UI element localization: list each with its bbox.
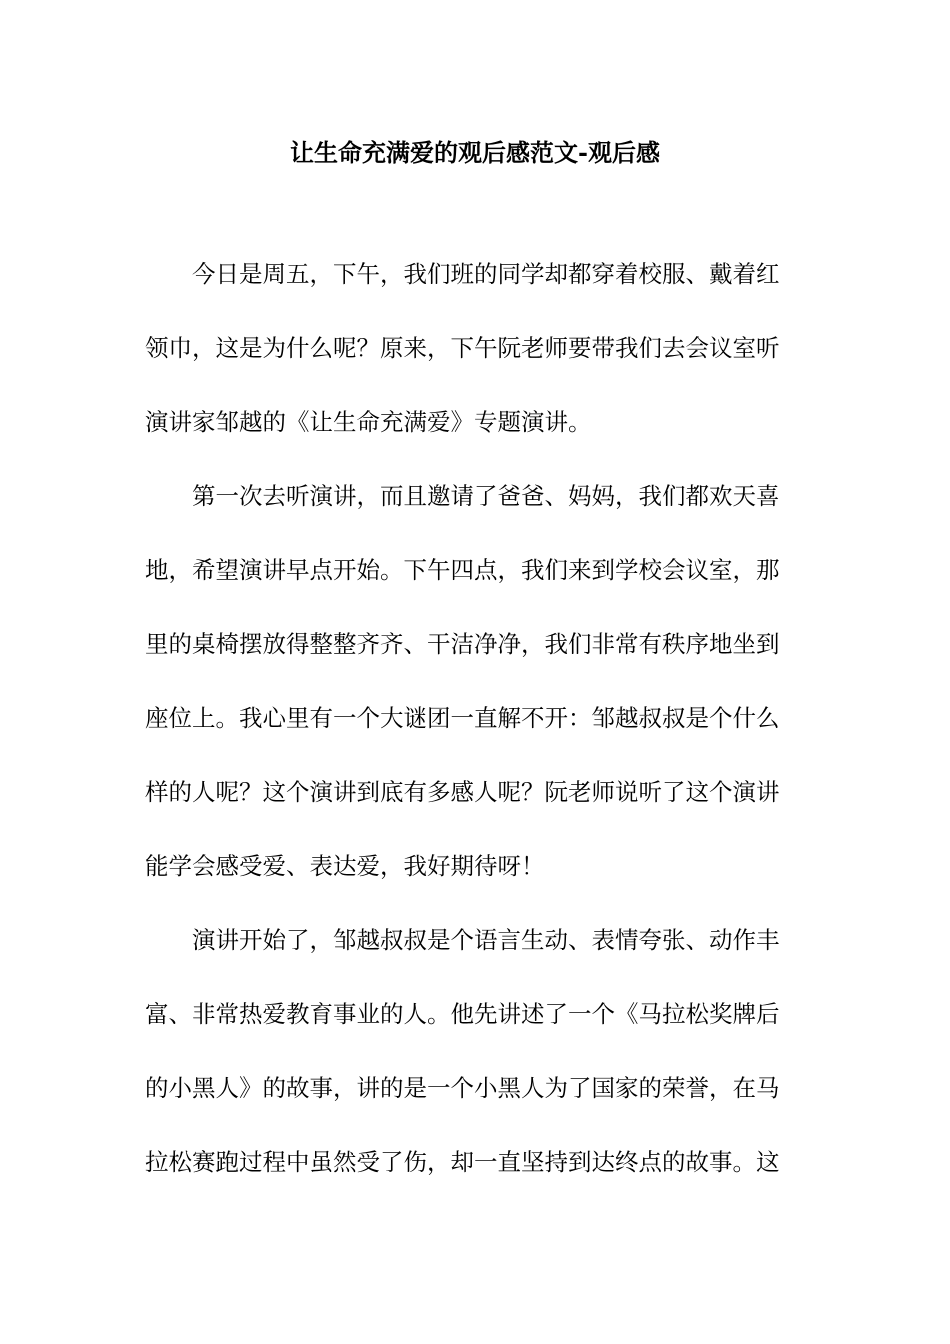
paragraph-1-line-1: 今日是周五，下午，我们班的同学却都穿着校服、戴着红 (192, 260, 780, 288)
paragraph-2-line-4: 座位上。我心里有一个大谜团一直解不开：邹越叔叔是个什么 (145, 704, 780, 732)
paragraph-3-line-4: 拉松赛跑过程中虽然受了伤，却一直坚持到达终点的故事。这 (145, 1148, 780, 1176)
paragraph-2-line-3: 里的桌椅摆放得整整齐齐、干洁净净，我们非常有秩序地坐到 (145, 630, 780, 658)
paragraph-2-line-2: 地，希望演讲早点开始。下午四点，我们来到学校会议室，那 (145, 556, 780, 584)
paragraph-2-line-1: 第一次去听演讲，而且邀请了爸爸、妈妈，我们都欢天喜 (192, 482, 780, 510)
paragraph-1-line-2: 领巾，这是为什么呢？原来，下午阮老师要带我们去会议室听 (145, 334, 780, 362)
paragraph-3-line-2: 富、非常热爱教育事业的人。他先讲述了一个《马拉松奖牌后 (145, 1000, 780, 1028)
document-body (145, 254, 805, 1216)
paragraph-3-line-3: 的小黑人》的故事，讲的是一个小黑人为了国家的荣誉，在马 (145, 1074, 780, 1102)
document-title: 让生命充满爱的观后感范文-观后感 (290, 138, 660, 167)
paragraph-1-line-3: 演讲家邹越的《让生命充满爱》专题演讲。 (145, 408, 592, 436)
paragraph-3-line-1: 演讲开始了，邹越叔叔是个语言生动、表情夸张、动作丰 (192, 926, 780, 954)
paragraph-2-line-6: 能学会感受爱、表达爱，我好期待呀！ (145, 852, 545, 880)
paragraph-2-line-5: 样的人呢？这个演讲到底有多感人呢？阮老师说听了这个演讲 (145, 778, 780, 806)
